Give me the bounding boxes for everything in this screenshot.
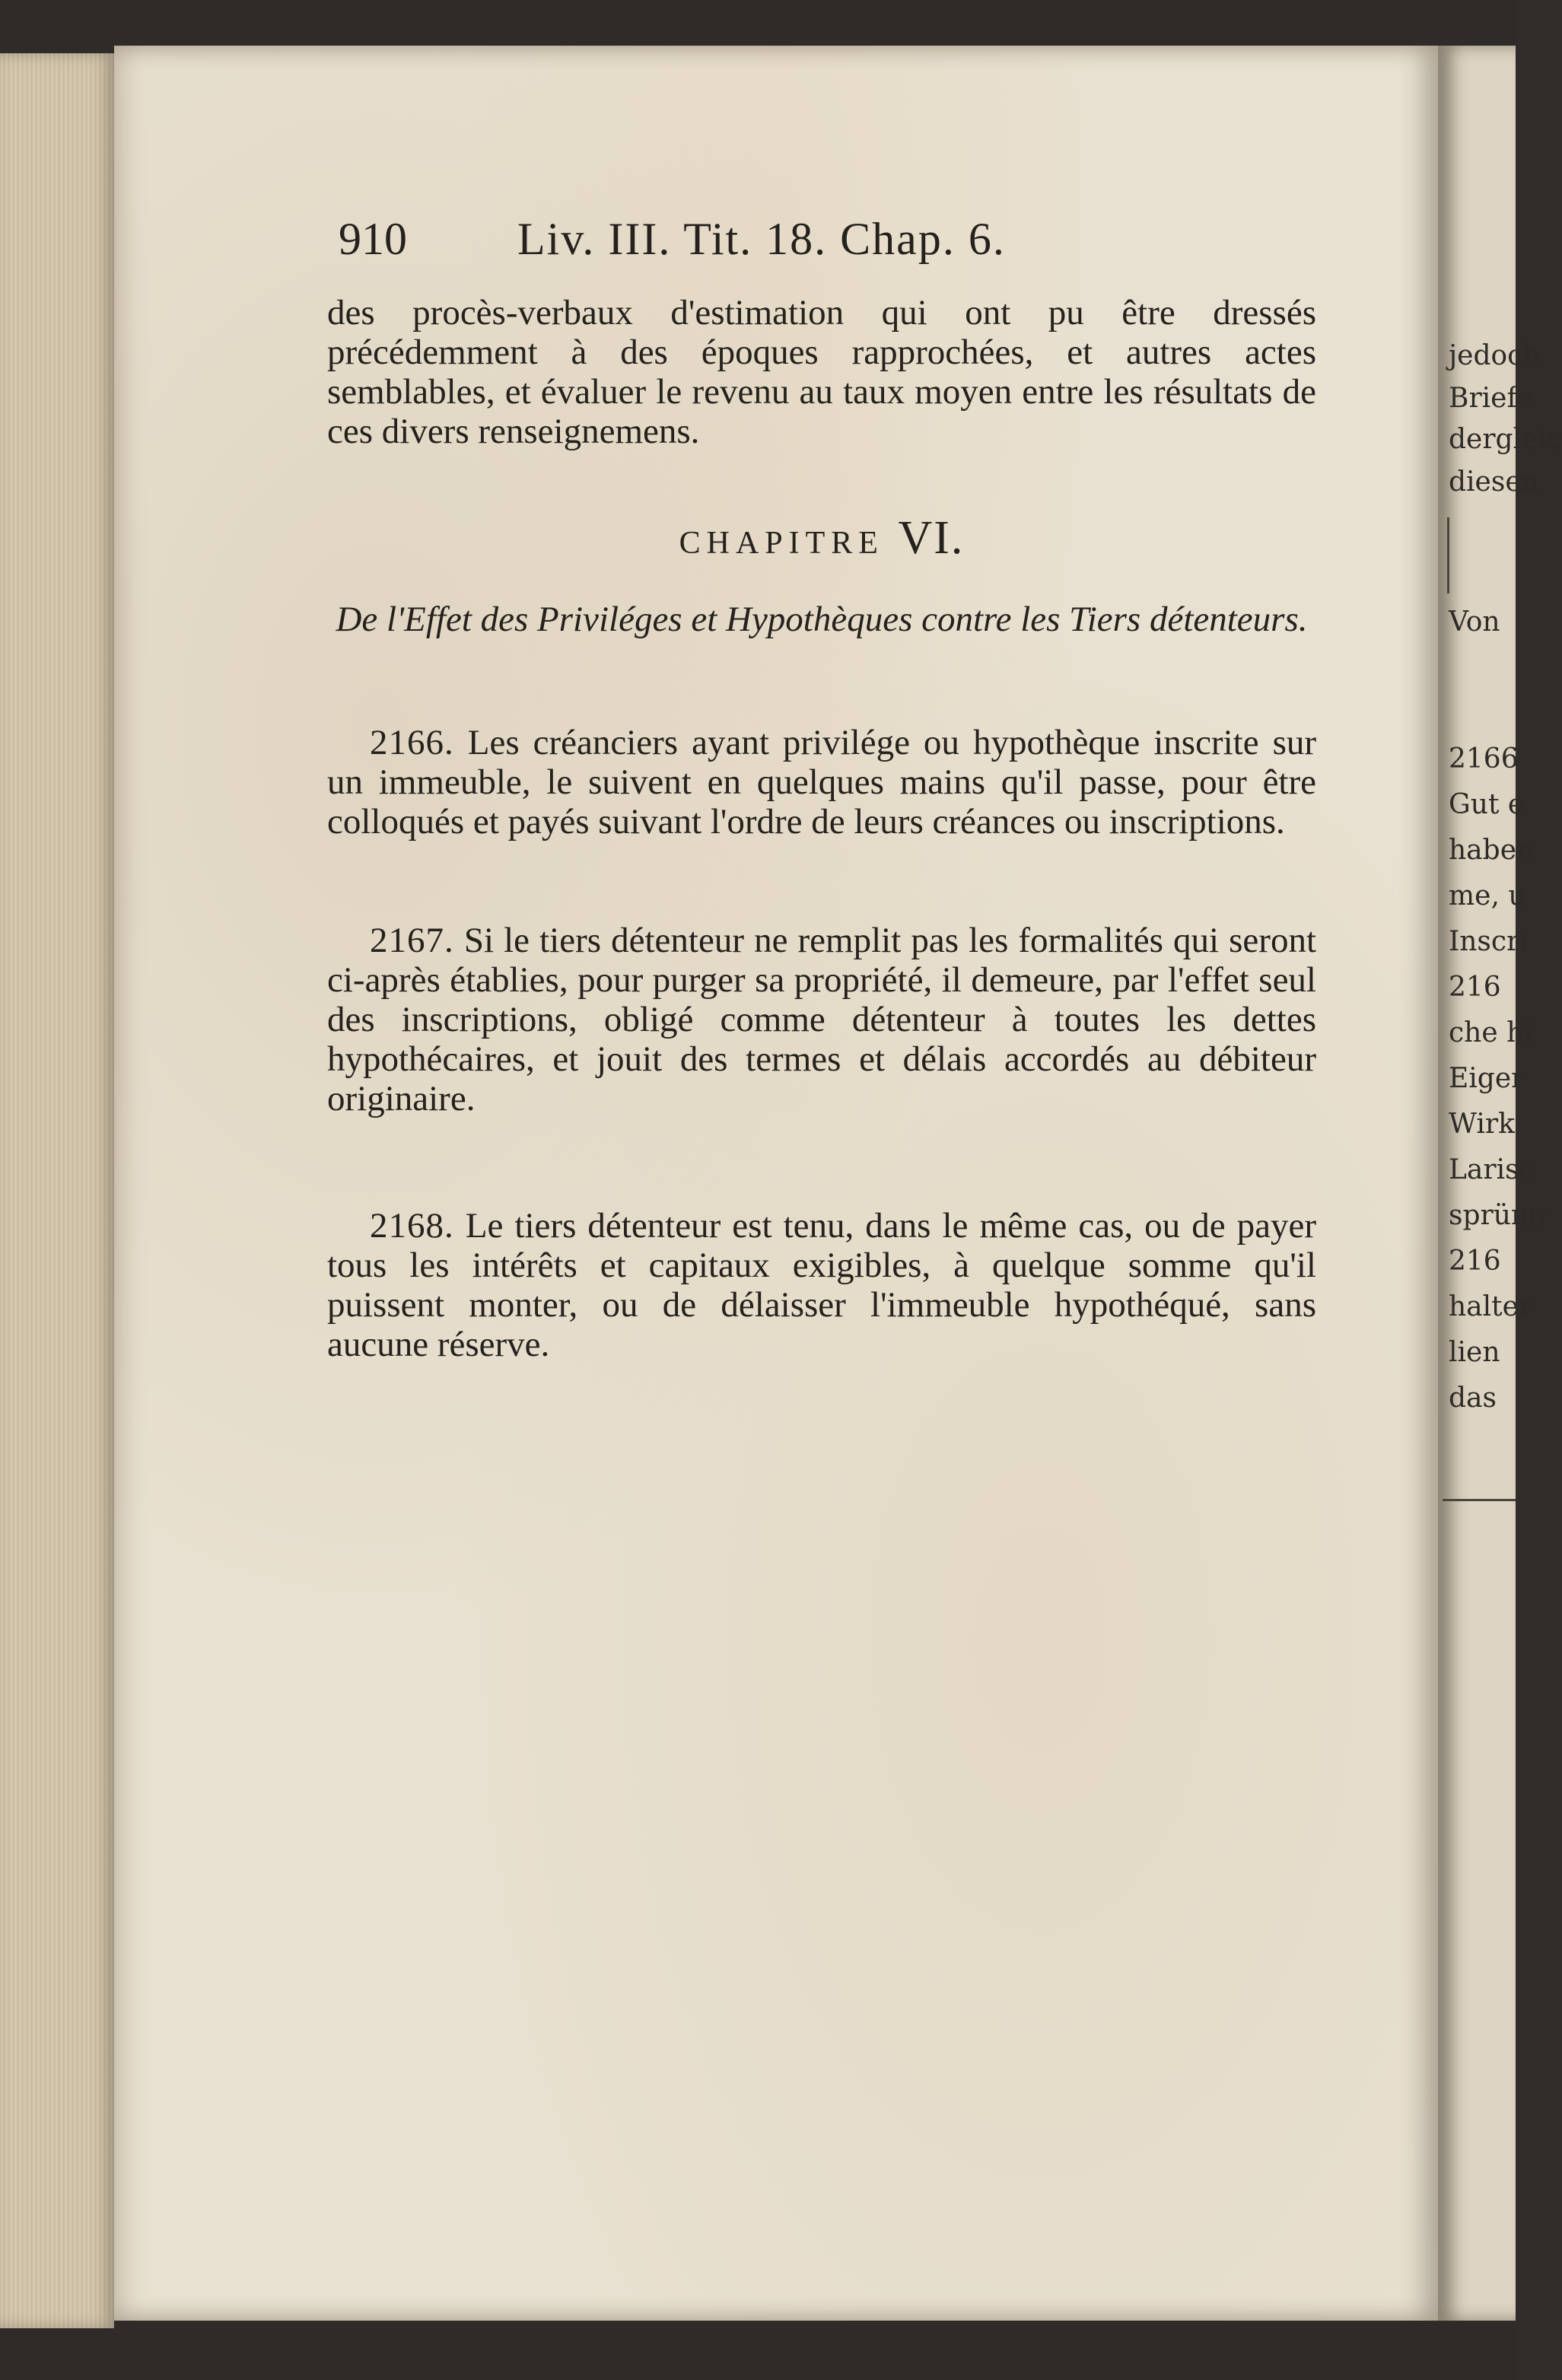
facing-fragment: me, u [1449, 880, 1526, 912]
continuation-paragraph [327, 293, 1316, 451]
facing-fragment: jedoch [1449, 340, 1541, 371]
facing-fragment: Wirk [1449, 1109, 1515, 1140]
continuation-text: des procès-verbaux d'estimation qui ont pu être dressés précédemment à des époques rapprochées, et autres actes semblables, et évaluer le revenu au taux moyen entre les résultats de ces divers renseignemens. [327, 293, 1316, 451]
facing-fragment: Eiger [1449, 1063, 1525, 1094]
article-text: Si le tiers détenteur ne remplit pas les formalités qui seront ci-après établies, pour purger sa propriété, il demeure, par l'effet seul des inscriptions, obligé comme détenteur à toutes les dettes hypothécaires, et jouit des termes et délais accordés au débiteur originaire. [327, 921, 1316, 1118]
article-text: Le tiers détenteur est tenu, dans le même cas, ou de payer tous les intérêts et capitaux exigibles, à quelque somme qu'il puissent monter, ou de délaisser l'immeuble hypothéqué, sans aucune réserve. [327, 1206, 1317, 1364]
chapter-label: CHAPITRE [679, 526, 884, 561]
facing-fragment: dergleic [1449, 424, 1562, 455]
page-number: 910 [339, 214, 407, 264]
article-2168 [327, 1206, 1316, 1364]
facing-page-margin-line [1447, 517, 1449, 593]
facing-fragment: lien [1449, 1337, 1500, 1368]
facing-fragment: das [1449, 1382, 1497, 1414]
article-2166 [327, 723, 1316, 842]
running-head-title: Liv. III. Tit. 18. Chap. 6. [517, 214, 1006, 264]
article-text: Les créanciers ayant privilége ou hypothèque inscrite sur un immeuble, le suivent en quelques mains qu'il passe, pour être colloqués et payés suivant l'ordre de leurs créances ou inscriptions. [327, 723, 1317, 842]
article-number: 2167. [370, 921, 454, 960]
facing-fragment: 2166 [1449, 743, 1519, 775]
facing-fragment: che hi [1449, 1017, 1533, 1048]
page-edge-stack [0, 53, 114, 2328]
article-number: 2168. [370, 1206, 454, 1246]
facing-fragment: Von [1449, 606, 1500, 638]
facing-fragment: Larisc [1449, 1154, 1535, 1185]
facing-fragment: diesen [1449, 466, 1539, 498]
facing-fragment: Inscri [1449, 926, 1529, 957]
article-2167 [327, 921, 1316, 1118]
chapter-subtitle: De l'Effet des Priviléges et Hypothèques contre les Tiers détenteurs. [336, 600, 1308, 639]
facing-fragment: sprüng [1449, 1200, 1547, 1231]
chapter-heading [327, 511, 1316, 565]
facing-page-rule [1443, 1499, 1516, 1501]
facing-fragment: Briefe [1449, 383, 1534, 414]
facing-fragment: haben [1449, 835, 1535, 866]
running-header [339, 213, 1145, 274]
facing-fragment: 216 [1449, 972, 1501, 1003]
chapter-number: VI. [898, 512, 965, 564]
facing-page-sliver [1438, 46, 1562, 2321]
article-number: 2166. [370, 723, 454, 762]
facing-fragment: Gut e [1449, 789, 1525, 820]
facing-fragment: 216 [1449, 1246, 1501, 1277]
facing-fragment: halter [1449, 1291, 1532, 1322]
